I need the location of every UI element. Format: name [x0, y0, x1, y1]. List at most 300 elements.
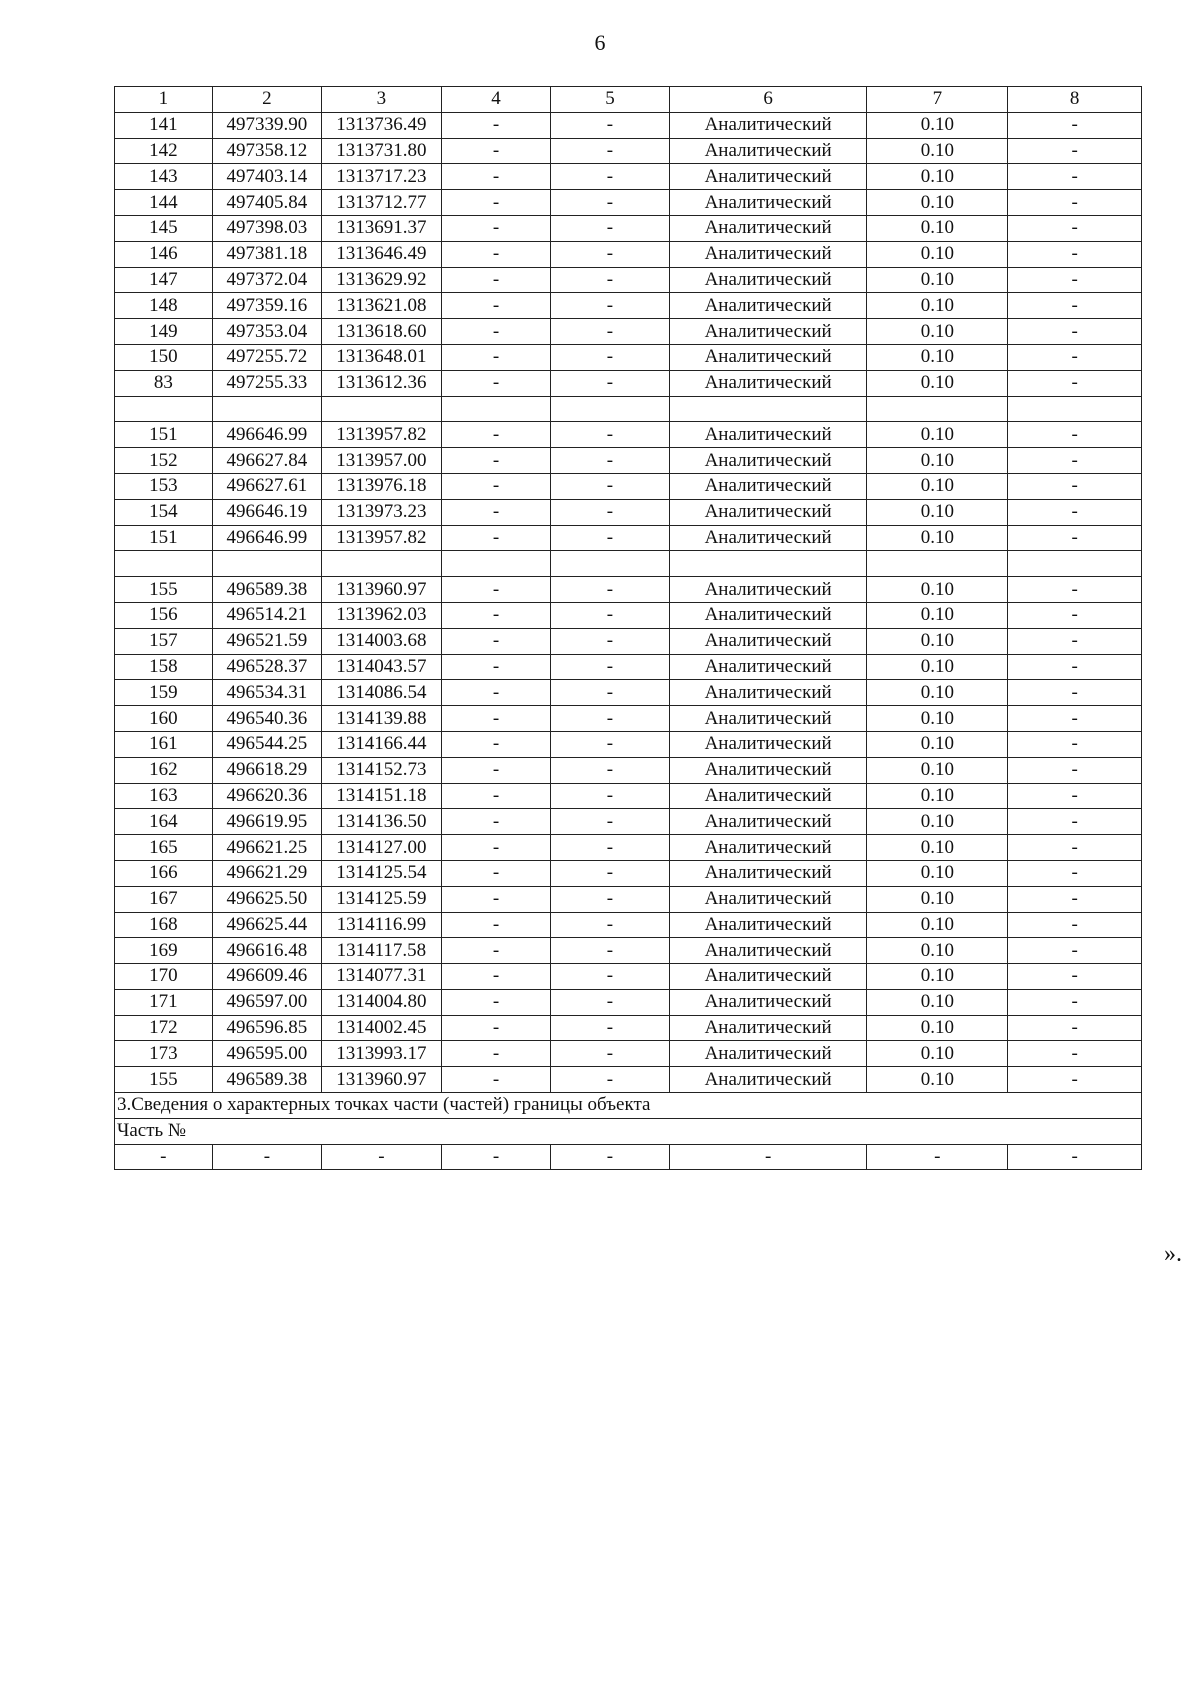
table-cell: 1314004.80	[322, 989, 442, 1015]
table-cell	[551, 396, 670, 422]
table-cell: 1314152.73	[322, 757, 442, 783]
table-cell: Аналитический	[669, 912, 867, 938]
table-cell: -	[551, 602, 670, 628]
column-header: 6	[669, 87, 867, 113]
table-cell: 149	[115, 319, 213, 345]
table-cell: 1313976.18	[322, 473, 442, 499]
table-cell: 0.10	[867, 164, 1008, 190]
table-cell	[551, 551, 670, 577]
table-cell: 0.10	[867, 964, 1008, 990]
table-cell: Аналитический	[669, 783, 867, 809]
table-cell: 0.10	[867, 654, 1008, 680]
table-cell: 496589.38	[212, 577, 321, 603]
table-cell	[867, 551, 1008, 577]
table-cell: 144	[115, 190, 213, 216]
table-cell: -	[551, 731, 670, 757]
table-cell: Аналитический	[669, 422, 867, 448]
table-cell: -	[441, 138, 550, 164]
table-cell: 1314125.59	[322, 886, 442, 912]
table-cell: -	[441, 112, 550, 138]
table-row	[115, 267, 1142, 293]
table-cell: 496646.99	[212, 525, 321, 551]
table-cell: 155	[115, 577, 213, 603]
table-cell: 496596.85	[212, 1015, 321, 1041]
table-cell: -	[441, 731, 550, 757]
table-cell: 0.10	[867, 809, 1008, 835]
table-cell: -	[115, 1144, 213, 1170]
table-cell: 148	[115, 293, 213, 319]
table-cell: -	[441, 706, 550, 732]
table-cell: -	[1008, 215, 1142, 241]
table-cell: Аналитический	[669, 499, 867, 525]
table-cell: 0.10	[867, 1015, 1008, 1041]
table-cell: 1313618.60	[322, 319, 442, 345]
table-cell	[669, 551, 867, 577]
table-cell: -	[441, 1041, 550, 1067]
table-cell: 0.10	[867, 783, 1008, 809]
table-cell: 1313712.77	[322, 190, 442, 216]
table-cell: 1313691.37	[322, 215, 442, 241]
table-cell: -	[551, 912, 670, 938]
table-row	[115, 112, 1142, 138]
table-cell: 1314116.99	[322, 912, 442, 938]
table-cell: -	[551, 835, 670, 861]
table-cell: -	[551, 319, 670, 345]
table-cell: Аналитический	[669, 1067, 867, 1093]
table-cell: -	[551, 293, 670, 319]
table-row	[115, 473, 1142, 499]
table-separator-row	[115, 551, 1142, 577]
table-cell: 0.10	[867, 344, 1008, 370]
table-cell: -	[551, 1067, 670, 1093]
table-cell: 496528.37	[212, 654, 321, 680]
table-cell: -	[867, 1144, 1008, 1170]
table-row	[115, 783, 1142, 809]
table-row	[115, 241, 1142, 267]
table-row	[115, 138, 1142, 164]
table-cell: 496609.46	[212, 964, 321, 990]
table-cell: Аналитический	[669, 757, 867, 783]
table-cell: -	[441, 525, 550, 551]
table-cell: Аналитический	[669, 267, 867, 293]
column-header: 5	[551, 87, 670, 113]
table-cell: 496621.29	[212, 860, 321, 886]
table-cell: 497255.33	[212, 370, 321, 396]
table-cell: -	[441, 989, 550, 1015]
table-cell	[1008, 551, 1142, 577]
table-cell: -	[1008, 577, 1142, 603]
table-cell: 497398.03	[212, 215, 321, 241]
table-cell: -	[441, 215, 550, 241]
table-cell: 0.10	[867, 319, 1008, 345]
table-row	[115, 215, 1142, 241]
table-cell: -	[1008, 602, 1142, 628]
table-cell: Аналитический	[669, 319, 867, 345]
table-row	[115, 860, 1142, 886]
table-cell: 1313957.82	[322, 422, 442, 448]
table-cell: -	[551, 1015, 670, 1041]
table-cell	[441, 551, 550, 577]
table-cell: 0.10	[867, 112, 1008, 138]
table-cell: -	[1008, 680, 1142, 706]
table-cell: -	[441, 680, 550, 706]
table-cell: -	[441, 835, 550, 861]
column-header: 2	[212, 87, 321, 113]
table-cell: -	[441, 319, 550, 345]
table-cell: 143	[115, 164, 213, 190]
table-cell: -	[551, 215, 670, 241]
table-row	[115, 912, 1142, 938]
table-cell: -	[1008, 267, 1142, 293]
table-cell: -	[1008, 319, 1142, 345]
table-cell: Аналитический	[669, 448, 867, 474]
table-cell: -	[551, 989, 670, 1015]
table-row	[115, 319, 1142, 345]
table-cell: 0.10	[867, 267, 1008, 293]
table-cell: -	[551, 783, 670, 809]
table-cell: Аналитический	[669, 293, 867, 319]
table-cell: Аналитический	[669, 654, 867, 680]
table-cell: 1314151.18	[322, 783, 442, 809]
table-cell: 141	[115, 112, 213, 138]
table-cell: 496619.95	[212, 809, 321, 835]
table-row	[115, 706, 1142, 732]
table-cell: 166	[115, 860, 213, 886]
table-cell: 163	[115, 783, 213, 809]
table-cell: -	[551, 938, 670, 964]
table-cell: Аналитический	[669, 112, 867, 138]
table-cell: 1314003.68	[322, 628, 442, 654]
table-cell: -	[1008, 860, 1142, 886]
table-cell: -	[441, 164, 550, 190]
table-cell: -	[441, 448, 550, 474]
table-cell: -	[441, 344, 550, 370]
table-row	[115, 886, 1142, 912]
table-cell: -	[441, 860, 550, 886]
table-cell: -	[551, 112, 670, 138]
table-cell: -	[551, 525, 670, 551]
table-cell: -	[551, 190, 670, 216]
table-row	[115, 1041, 1142, 1067]
table-cell: Аналитический	[669, 731, 867, 757]
table-cell: -	[441, 783, 550, 809]
table-row	[115, 835, 1142, 861]
table-cell: 161	[115, 731, 213, 757]
table-cell: 0.10	[867, 138, 1008, 164]
table-row	[115, 964, 1142, 990]
table-cell: 0.10	[867, 731, 1008, 757]
table-cell: -	[441, 577, 550, 603]
table-row	[115, 525, 1142, 551]
table-cell: 0.10	[867, 706, 1008, 732]
table-cell: 496627.84	[212, 448, 321, 474]
table-cell: 0.10	[867, 989, 1008, 1015]
table-cell: 158	[115, 654, 213, 680]
table-cell: -	[441, 654, 550, 680]
table-cell: 159	[115, 680, 213, 706]
table-cell: 169	[115, 938, 213, 964]
table-cell: 496595.00	[212, 1041, 321, 1067]
table-cell: 1313648.01	[322, 344, 442, 370]
table-cell: 154	[115, 499, 213, 525]
table-cell: -	[441, 422, 550, 448]
table-cell: 1314139.88	[322, 706, 442, 732]
table-cell: -	[1008, 989, 1142, 1015]
table-cell: -	[1008, 964, 1142, 990]
table-cell: -	[1008, 473, 1142, 499]
table-cell: -	[1008, 293, 1142, 319]
table-cell: 496534.31	[212, 680, 321, 706]
header-row	[115, 87, 1142, 113]
table-cell: Аналитический	[669, 602, 867, 628]
table-row	[115, 448, 1142, 474]
table-cell: Аналитический	[669, 964, 867, 990]
table-cell: -	[1008, 370, 1142, 396]
table-row	[115, 499, 1142, 525]
table-cell: -	[441, 628, 550, 654]
table-cell: -	[441, 1015, 550, 1041]
table-cell: 496540.36	[212, 706, 321, 732]
table-cell: 497358.12	[212, 138, 321, 164]
table-cell: -	[441, 473, 550, 499]
table-row	[115, 989, 1142, 1015]
table-cell: 83	[115, 370, 213, 396]
table-cell: -	[669, 1144, 867, 1170]
table-cell: -	[441, 938, 550, 964]
table-cell: 172	[115, 1015, 213, 1041]
table-cell: -	[1008, 886, 1142, 912]
page-number: 6	[594, 30, 606, 55]
table-cell: Аналитический	[669, 938, 867, 964]
table-cell: Аналитический	[669, 680, 867, 706]
table-cell: 497339.90	[212, 112, 321, 138]
table-cell: -	[551, 1144, 670, 1170]
section-title: 3.Сведения о характерных точках части (частей) границы объекта	[115, 1093, 1142, 1119]
table-cell: 0.10	[867, 1041, 1008, 1067]
table-row	[115, 1015, 1142, 1041]
table-cell: Аналитический	[669, 525, 867, 551]
table-cell: 496514.21	[212, 602, 321, 628]
table-cell: 157	[115, 628, 213, 654]
table-row	[115, 370, 1142, 396]
closing-quote: ».	[1164, 1241, 1182, 1267]
table-cell: -	[1008, 422, 1142, 448]
table-row	[115, 654, 1142, 680]
table-cell: Аналитический	[669, 577, 867, 603]
table-cell: 1314002.45	[322, 1015, 442, 1041]
column-header: 7	[867, 87, 1008, 113]
table-cell: -	[441, 190, 550, 216]
table-cell: 1314136.50	[322, 809, 442, 835]
table-cell: -	[551, 164, 670, 190]
table-cell: -	[1008, 241, 1142, 267]
table-cell: -	[551, 1041, 670, 1067]
table-cell: 1313957.00	[322, 448, 442, 474]
table-row	[115, 190, 1142, 216]
table-cell: 0.10	[867, 293, 1008, 319]
table-cell: -	[1008, 448, 1142, 474]
table-cell	[322, 396, 442, 422]
table-cell: 160	[115, 706, 213, 732]
table-cell: -	[1008, 912, 1142, 938]
table-cell: 0.10	[867, 577, 1008, 603]
table-cell: 497403.14	[212, 164, 321, 190]
table-cell: -	[551, 654, 670, 680]
table-cell: 496646.99	[212, 422, 321, 448]
table-cell: 1313731.80	[322, 138, 442, 164]
table-cell: 1313957.82	[322, 525, 442, 551]
table-cell: 0.10	[867, 938, 1008, 964]
column-header: 1	[115, 87, 213, 113]
table-cell: Аналитический	[669, 190, 867, 216]
table-cell: -	[1008, 654, 1142, 680]
table-cell: Аналитический	[669, 138, 867, 164]
table-cell	[1008, 396, 1142, 422]
table-cell: -	[551, 448, 670, 474]
table-cell: -	[1008, 1015, 1142, 1041]
table-cell: -	[441, 1144, 550, 1170]
table-cell: -	[1008, 731, 1142, 757]
table-cell: Аналитический	[669, 344, 867, 370]
table-cell: 0.10	[867, 757, 1008, 783]
table-cell: 496618.29	[212, 757, 321, 783]
table-cell: 497255.72	[212, 344, 321, 370]
table-cell: 496597.00	[212, 989, 321, 1015]
table-cell: 496589.38	[212, 1067, 321, 1093]
table-cell: 1313736.49	[322, 112, 442, 138]
table-cell: -	[441, 809, 550, 835]
table-cell: -	[551, 964, 670, 990]
table-cell: -	[212, 1144, 321, 1170]
table-cell: 1313646.49	[322, 241, 442, 267]
table-cell: -	[441, 912, 550, 938]
part-row	[115, 1144, 1142, 1170]
table-cell: -	[1008, 809, 1142, 835]
table-cell: 0.10	[867, 215, 1008, 241]
table-cell: -	[441, 499, 550, 525]
table-cell: 496544.25	[212, 731, 321, 757]
table-cell: -	[1008, 344, 1142, 370]
table-cell	[867, 396, 1008, 422]
table-cell: -	[551, 577, 670, 603]
table-cell: -	[551, 757, 670, 783]
table-cell: -	[441, 964, 550, 990]
table-cell: 164	[115, 809, 213, 835]
table-cell: -	[551, 241, 670, 267]
table-cell	[115, 396, 213, 422]
table-cell: 497372.04	[212, 267, 321, 293]
table-cell: -	[551, 473, 670, 499]
table-cell: Аналитический	[669, 1041, 867, 1067]
table-cell: 496627.61	[212, 473, 321, 499]
table-cell: 1313629.92	[322, 267, 442, 293]
table-cell: Аналитический	[669, 1015, 867, 1041]
table-cell: 1314166.44	[322, 731, 442, 757]
table-cell: -	[1008, 628, 1142, 654]
column-header: 4	[441, 87, 550, 113]
table-cell: 496620.36	[212, 783, 321, 809]
table-cell: -	[441, 241, 550, 267]
table-cell: 142	[115, 138, 213, 164]
table-cell: Аналитический	[669, 835, 867, 861]
column-header: 8	[1008, 87, 1142, 113]
table-body	[115, 87, 1142, 1170]
table-cell: -	[1008, 164, 1142, 190]
table-cell: 0.10	[867, 860, 1008, 886]
table-cell: -	[441, 370, 550, 396]
table-cell: -	[551, 267, 670, 293]
table-cell: 496616.48	[212, 938, 321, 964]
table-cell: 162	[115, 757, 213, 783]
table-cell: -	[551, 809, 670, 835]
table-cell: -	[1008, 1041, 1142, 1067]
table-cell: -	[551, 138, 670, 164]
part-label: Часть №	[115, 1118, 1142, 1144]
table-cell: 151	[115, 525, 213, 551]
table-cell: -	[551, 628, 670, 654]
table-cell: Аналитический	[669, 473, 867, 499]
table-cell: -	[441, 267, 550, 293]
table-cell: 0.10	[867, 190, 1008, 216]
table-cell: 0.10	[867, 835, 1008, 861]
table-cell	[115, 551, 213, 577]
table-cell: 497359.16	[212, 293, 321, 319]
column-header: 3	[322, 87, 442, 113]
table-cell: 0.10	[867, 680, 1008, 706]
table-cell: -	[551, 886, 670, 912]
table-cell: 1314127.00	[322, 835, 442, 861]
table-cell: -	[441, 757, 550, 783]
table-cell	[669, 396, 867, 422]
table-cell: 168	[115, 912, 213, 938]
table-cell: 1314043.57	[322, 654, 442, 680]
table-cell: -	[551, 499, 670, 525]
table-row	[115, 628, 1142, 654]
table-cell: 171	[115, 989, 213, 1015]
table-cell: 0.10	[867, 525, 1008, 551]
table-cell: 146	[115, 241, 213, 267]
table-cell: 0.10	[867, 1067, 1008, 1093]
table-cell: -	[1008, 757, 1142, 783]
table-cell: -	[551, 370, 670, 396]
table-row	[115, 164, 1142, 190]
table-cell: Аналитический	[669, 628, 867, 654]
table-cell: -	[1008, 1067, 1142, 1093]
table-cell	[212, 396, 321, 422]
table-cell: -	[322, 1144, 442, 1170]
table-row	[115, 602, 1142, 628]
table-cell: Аналитический	[669, 215, 867, 241]
table-separator-row	[115, 396, 1142, 422]
table-cell: 1313621.08	[322, 293, 442, 319]
table-cell: Аналитический	[669, 706, 867, 732]
table-cell: 1313960.97	[322, 577, 442, 603]
table-cell: Аналитический	[669, 886, 867, 912]
table-row	[115, 680, 1142, 706]
table-cell: 170	[115, 964, 213, 990]
table-cell: Аналитический	[669, 989, 867, 1015]
table-cell: 155	[115, 1067, 213, 1093]
table-cell: -	[551, 344, 670, 370]
table-cell: 1313993.17	[322, 1041, 442, 1067]
table-cell: 156	[115, 602, 213, 628]
section-title-row	[115, 1093, 1142, 1119]
table-cell: 0.10	[867, 370, 1008, 396]
table-cell: Аналитический	[669, 809, 867, 835]
table-row	[115, 757, 1142, 783]
table-cell: 496625.44	[212, 912, 321, 938]
table-cell: -	[1008, 525, 1142, 551]
